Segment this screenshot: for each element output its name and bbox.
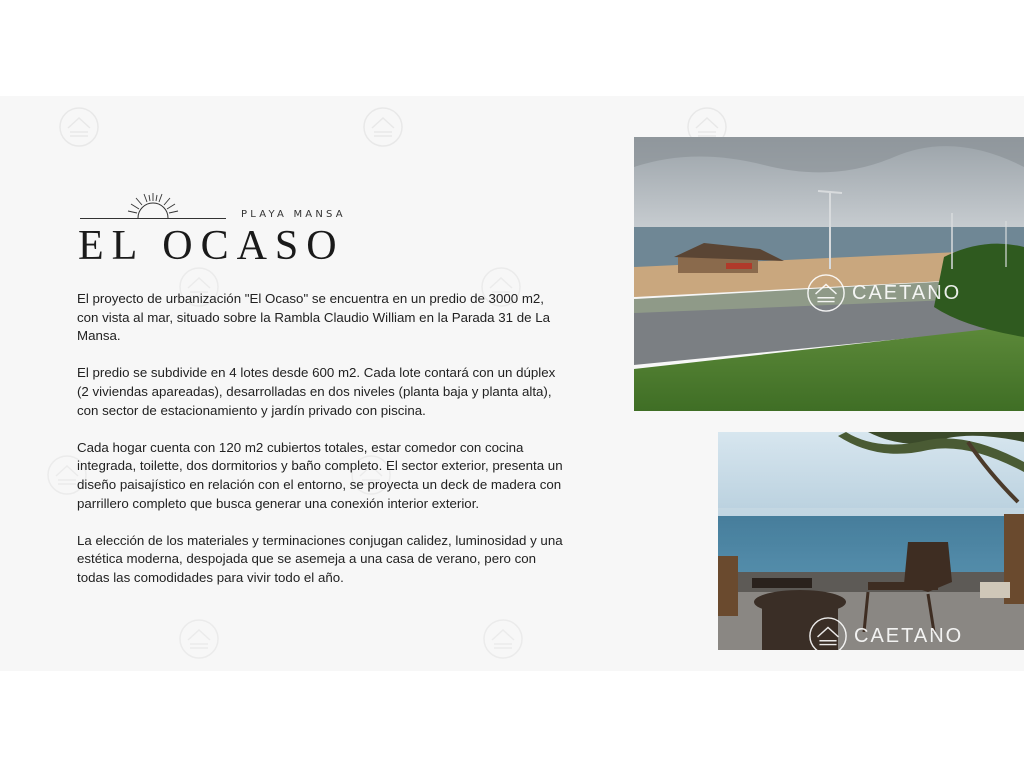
project-description	[77, 290, 567, 606]
paragraph: Cada hogar cuenta con 120 m2 cubiertos totales, estar comedor con cocina integrada, toilette, dos dormitorios y baño completo. El sector exterior, presenta un diseño paisajístico en relación con el entorno, se proyecta un deck de madera con parrillero completo que busca generar una conexión interior exterior.	[77, 439, 563, 511]
watermark-text: CAETANO	[854, 624, 964, 647]
paragraph: La elección de los materiales y terminaciones conjugan calidez, luminosidad y una estética moderna, despojada que se asemeja a una casa de verano, pero con todas las comodidades para vivir todo el año.	[77, 532, 563, 585]
house-logo-icon	[482, 618, 524, 660]
house-logo-icon	[58, 106, 100, 148]
logo-title: EL OCASO	[78, 223, 345, 269]
house-logo-icon	[362, 106, 404, 148]
house-logo-icon	[808, 616, 848, 650]
watermark	[806, 273, 961, 313]
watermark-text: CAETANO	[852, 281, 962, 304]
slide	[0, 96, 1024, 671]
logo-subtitle: PLAYA MANSA	[241, 209, 346, 220]
sunset-icon	[124, 192, 182, 220]
project-logo	[80, 192, 380, 272]
watermark	[58, 106, 100, 148]
house-logo-icon	[178, 618, 220, 660]
paragraph: El predio se subdivide en 4 lotes desde 600 m2. Cada lote contará con un dúplex (2 viviendas apareadas), desarrolladas en dos niveles (planta baja y planta alta), con sector de estacionamiento y jardín privado con piscina.	[77, 365, 556, 418]
coastal-road-photo	[634, 137, 1024, 411]
watermark	[808, 616, 963, 650]
watermark	[178, 618, 220, 660]
balcony-sea-view-photo	[718, 432, 1024, 650]
watermark	[362, 106, 404, 148]
watermark	[482, 618, 524, 660]
paragraph: El proyecto de urbanización "El Ocaso" se encuentra en un predio de 3000 m2, con vista al mar, situado sobre la Rambla Claudio William en la Parada 31 de La Mansa.	[77, 291, 551, 344]
divider	[80, 218, 226, 219]
house-logo-icon	[806, 273, 846, 313]
